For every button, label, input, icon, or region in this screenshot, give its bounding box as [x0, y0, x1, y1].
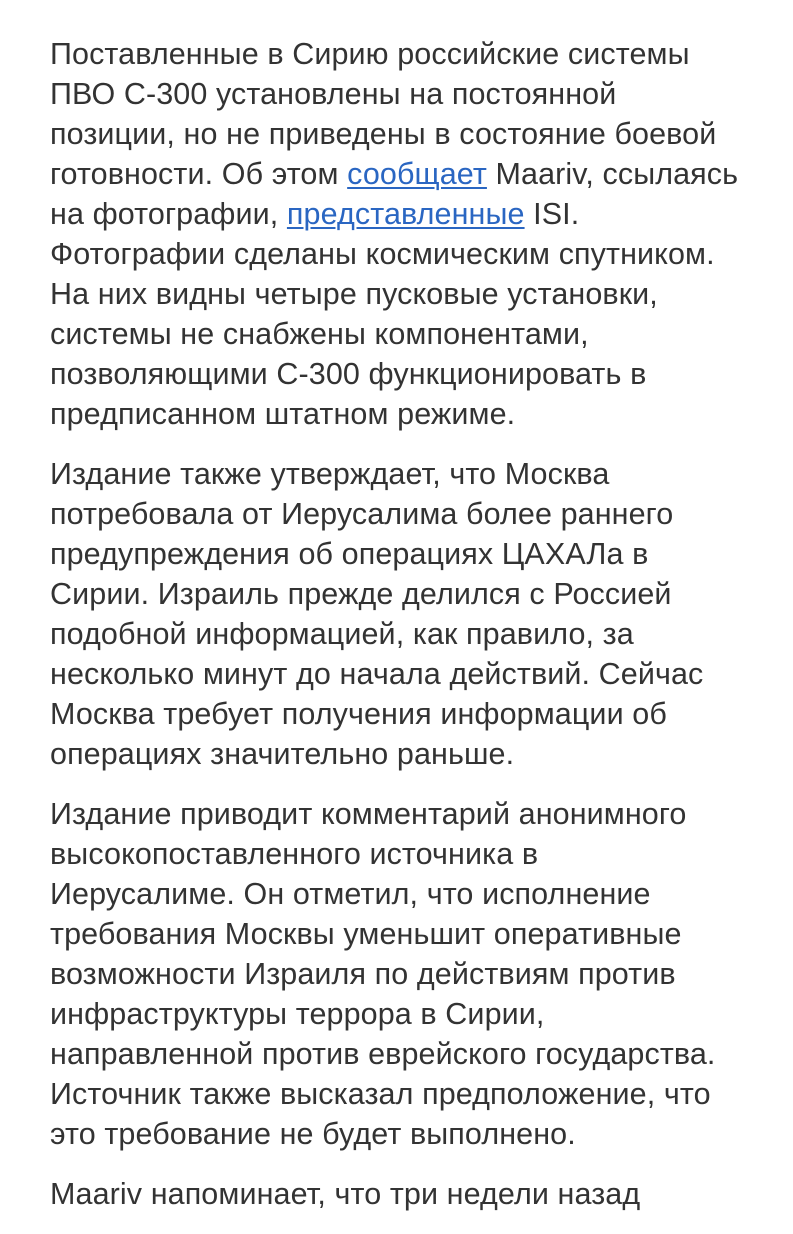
text-segment: ISI. [524, 197, 580, 231]
source-link-predstavlennye[interactable]: представленные [286, 197, 525, 231]
text-segment: Москва требует получения информации об [50, 697, 667, 731]
text-line [50, 1074, 770, 1114]
text-segment: Иерусалиме. Он отметил, что исполнение [50, 877, 651, 911]
text-line [50, 114, 770, 154]
text-segment: Maariv напоминает, что три недели назад [50, 1177, 641, 1211]
text-line [50, 794, 770, 834]
text-line [50, 614, 770, 654]
text-line [50, 734, 770, 774]
text-line [50, 694, 770, 734]
text-segment: предупреждения об операциях ЦАХАЛа в [50, 537, 649, 571]
text-segment: позволяющими С-300 функционировать в [50, 357, 647, 391]
text-segment: системы не снабжены компонентами, [50, 317, 589, 351]
paragraph-3 [50, 794, 770, 1154]
text-line [50, 534, 770, 574]
text-segment: Источник также высказал предположение, что [50, 1077, 711, 1111]
text-line [50, 994, 770, 1034]
text-segment: это требование не будет выполнено. [50, 1117, 576, 1151]
text-line [50, 874, 770, 914]
text-line [50, 354, 770, 394]
source-link-soobshaet[interactable]: сообщает [347, 157, 487, 191]
text-line [50, 574, 770, 614]
paragraph-1 [50, 34, 770, 434]
text-segment: возможности Израиля по действиям против [50, 957, 676, 991]
text-line [50, 654, 770, 694]
text-segment: подобной информацией, как правило, за [50, 617, 634, 651]
text-line [50, 454, 770, 494]
text-segment: предписанном штатном режиме. [50, 397, 516, 431]
text-segment: ПВО С-300 установлены на постоянной [50, 77, 617, 111]
text-segment: на фотографии, [50, 197, 287, 231]
text-line [50, 1114, 770, 1154]
text-line [50, 154, 770, 194]
paragraph-2 [50, 454, 770, 774]
text-segment: Поставленные в Сирию российские системы [50, 37, 690, 71]
text-segment: Maariv, ссылаясь [486, 157, 739, 191]
text-line [50, 234, 770, 274]
text-segment: высокопоставленного источника в [50, 837, 539, 871]
text-line [50, 954, 770, 994]
text-line [50, 494, 770, 534]
text-line [50, 394, 770, 434]
text-line [50, 314, 770, 354]
text-segment: Издание приводит комментарий анонимного [50, 797, 687, 831]
text-segment: Фотографии сделаны космическим спутником. [50, 237, 715, 271]
text-segment: требования Москвы уменьшит оперативные [50, 917, 682, 951]
text-segment: Сирии. Израиль прежде делился с Россией [50, 577, 672, 611]
text-line [50, 34, 770, 74]
paragraph-4 [50, 1174, 770, 1214]
text-line [50, 914, 770, 954]
text-segment: направленной против еврейского государства. [50, 1037, 716, 1071]
text-segment: Издание также утверждает, что Москва [50, 457, 610, 491]
text-segment: несколько минут до начала действий. Сейчас [50, 657, 704, 691]
text-line [50, 274, 770, 314]
text-segment: На них видны четыре пусковые установки, [50, 277, 658, 311]
text-segment: готовности. Об этом [50, 157, 348, 191]
text-line [50, 834, 770, 874]
text-line [50, 1174, 770, 1214]
text-segment: потребовала от Иерусалима более раннего [50, 497, 674, 531]
article-body [50, 34, 770, 1234]
text-line [50, 194, 770, 234]
text-segment: операциях значительно раньше. [50, 737, 515, 771]
text-segment: инфраструктуры террора в Сирии, [50, 997, 545, 1031]
text-line [50, 74, 770, 114]
text-line [50, 1034, 770, 1074]
text-segment: позиции, но не приведены в состояние боевой [50, 117, 717, 151]
